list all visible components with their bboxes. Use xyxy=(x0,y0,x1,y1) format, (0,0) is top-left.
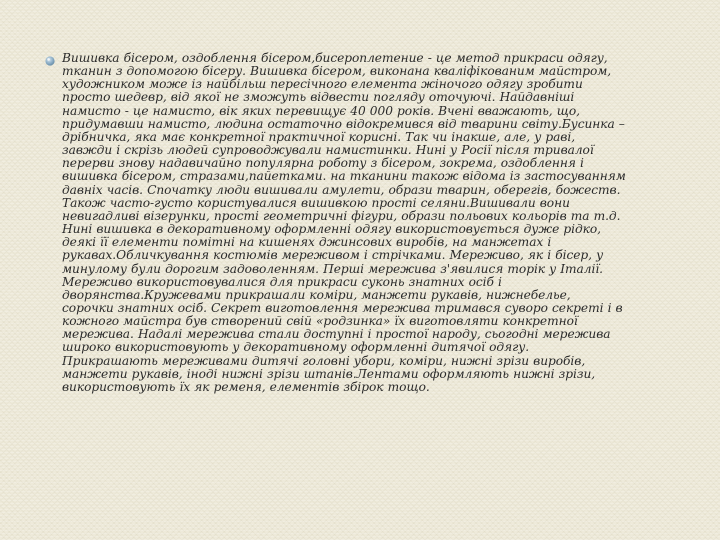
paragraph-text: Вишивка бісером, оздоблення бісером,бисероплетение - це метод прикраси одягу, тканин з допомогою бісеру. Вишивка бісером, виконана кваліфікованим майстром, художником може із найбільш пересічного елемента жіночого одягу зробити просто шедевр, від якої не зможуть відвести погляду оточуючі. Найдавніші намисто - це намисто, вік яких перевищує 40 000 років. Вчені вважають, що, придумавши намисто, людина остаточно відокремився від тварини світу.Бусинка – дрібничка, яка має конкретної практичної корисні. Так чи інакше, але, у раві, завжди і скрізь людей супроводжували намистинки. Нині у Росії після тривалої перерви знову надавичайно популярна роботу з бісером, зокрема, оздоблення і вишивка бісером, стразами,пайетками. на тканини також відома із застосуванням давніх часів. Спочатку люди вишивали амулети, образи тварин, оберегів, божеств. Також часто-густо користувалися вишивкою прості селяни.Вишивали вони невигадливі візерунки, прості геометричні фігури, образи польових кольорів та т.д. Нині вишивка в декоративному оформленні одягу використовується дуже рідко, деякі її елементи помітні на кишенях джинсових виробів, на манжетах і рукавах.Обличкування костюмів мереживом і стрічками. Мереживо, як і бісер, у минулому були дорогим задоволенням. Перші мережива з'явилися торік у Італії. Мереживо використовувалися для прикраси суконь знатних осіб і дворянства.Кружевами прикрашали коміри, манжети рукавів, нижнебелье, сорочки знатних осіб. Секрет виготовлення мережива тримався суворо секреті і в кожного майстра був створений свій «родзинка» їх виготовляти конкретної мережива. Надалі мережива стали доступні і простої народу, сьогодні мережива широко використовують у декоративному оформленні дитячої одягу. Прикрашають мереживами дитячі головні убори, коміри, нижні зрізи виробів, манжети рукавів, іноді нижні зрізи штанів.Лентами оформляють нижні зрізи, використовують їх як ременя, елементів збірок тощо. xyxy=(62,51,626,394)
bullet-paragraph xyxy=(44,52,684,394)
circle-bullet-icon xyxy=(44,55,56,67)
